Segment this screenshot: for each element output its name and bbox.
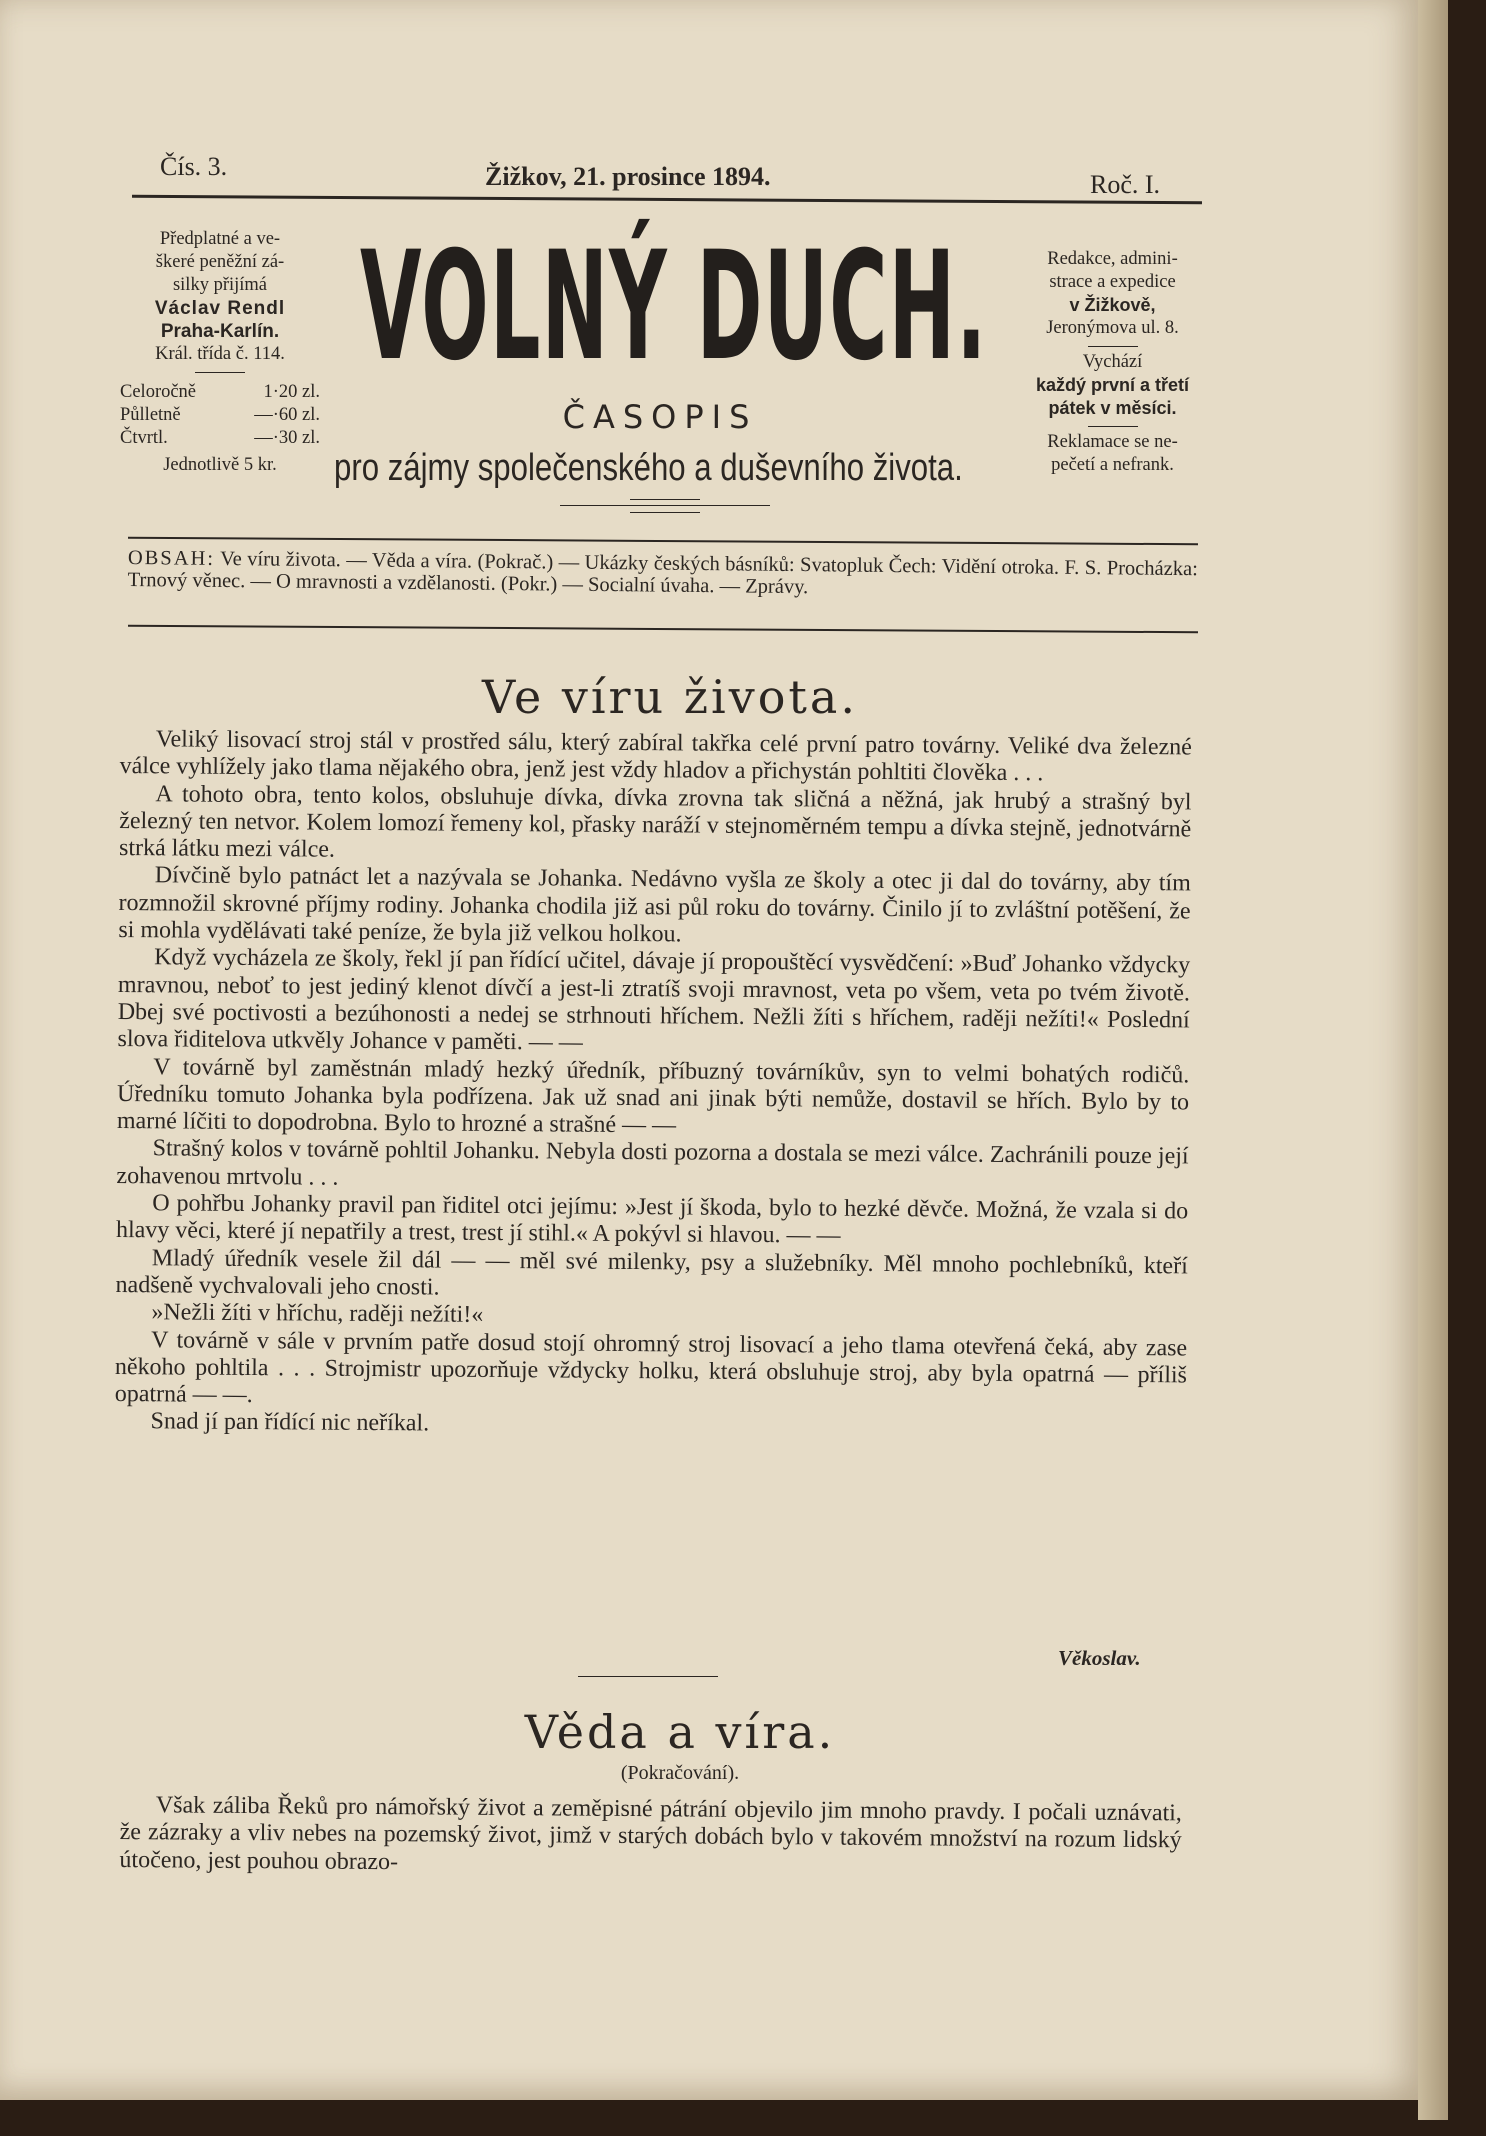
- contents-top-rule: [128, 537, 1198, 546]
- masthead-title: VOLNÝ DUCH.: [360, 220, 988, 394]
- price-value: —·60 zl.: [254, 405, 320, 425]
- office-box: [1020, 248, 1205, 477]
- paragraph: Mladý úředník vesele žil dál — — měl své milenky, psy a služebníky. Měl mnoho pochlebníků, kteří nadšeně vychvalovali jeho cnosti.: [115, 1244, 1188, 1301]
- header-rule: [132, 195, 1202, 205]
- article-title: Ve víru života.: [482, 670, 858, 724]
- price-row: [120, 404, 320, 427]
- article-subtitle: (Pokračování).: [620, 1762, 740, 1784]
- paragraph: A tohoto obra, tento kolos, obsluhuje dívka, dívka zrovna tak sličná a něžná, jak hrubý a strašný byl železný ten netvor. Kolem lomozí řemeny kol, přasky naráží v stejnoměrném tempu a dívka stejně, jednotvárně strká látku mezi válce.: [118, 780, 1192, 863]
- complaint-line-2: pečetí a nefrank.: [1051, 455, 1174, 475]
- paragraph: Veliký lisovací stroj stál v prostřed sálu, který zabíral takřka celé první patro továrny. Veliké dva železné válce vyhlížely jako tlama nějakého obra, jenž jest vždy hladov a přichystán pohltiti člověka . . .: [119, 726, 1192, 787]
- issue-number: Čís. 3.: [160, 152, 228, 181]
- author-signature: Věkoslav.: [1058, 1646, 1141, 1670]
- divider: [195, 372, 245, 373]
- subscription-line-3: silky přijímá: [172, 275, 268, 295]
- article-title: Věda a víra.: [524, 1705, 836, 1759]
- masthead-kind: ČASOPIS: [562, 398, 758, 436]
- single-price: Jednotlivě 5 kr.: [163, 455, 277, 475]
- masthead-subtitle: pro zájmy společenského a duševního života.: [334, 447, 963, 489]
- subscription-line-2: škeré peněžní zá-: [155, 252, 285, 272]
- subscription-box: [120, 228, 320, 477]
- office-line-1: Redakce, admini-: [1047, 249, 1178, 269]
- contents-text: Ve víru života. — Věda a víra. (Pokrač.) — Ukázky českých básníků: Svatopluk Čech: Vidění otroka. F. S. Procházka: Trnový věnec. — O mravnosti a vzdělanosti. (Pokr.) — Socialní úvaha. — Zprávy.: [127, 547, 1198, 599]
- appears-line-2: pátek v měsíci.: [1048, 398, 1177, 418]
- price-row: [120, 381, 320, 404]
- paragraph: Však záliba Řeků pro námořský život a zeměpisné pátrání objevilo jim mnoho pravdy. I počali uznávati, že zázraky a vliv nebes na pozemský život, jimž v starých dobách bylo v takovém množství na rozum lidský útočeno, jest pouhou obrazo-: [119, 1792, 1182, 1875]
- subscription-line-1: Předplatné a ve-: [159, 229, 281, 249]
- divider: [1088, 426, 1138, 427]
- complaint-line-1: Reklamace se ne-: [1047, 432, 1178, 452]
- paragraph: V továrně byl zaměstnán mladý hezký úředník, příbuzný továrníkův, syn to velmi bohatých rodičů. Úředníku tomuto Johanka byla podřízena. Jak už snad ani jinak býti nemůže, dostavil se hřích. Bylo by to marné líčiti to dopodrobna. Bylo to hrozné a strašné — —: [116, 1053, 1190, 1139]
- publisher-name: Václav Rendl: [154, 298, 286, 319]
- article-body: [114, 726, 1192, 1444]
- paragraph: »Nežli žíti v hříchu, raději nežíti!«: [151, 1299, 484, 1329]
- section-divider: [578, 1676, 718, 1677]
- price-label: Čtvrtl.: [120, 428, 168, 448]
- price-label: Celoročně: [120, 382, 197, 402]
- paragraph: V továrně v sále v prvním patře dosud stojí ohromný stroj lisovací a jeho tlama otevřená čeká, aby zase někoho pohltila . . . Strojmistr upozorňuje vždycky holku, která obsluhuje stroj, aby byla opatrná — příliš opatrná — —.: [114, 1326, 1188, 1409]
- contents-block: [128, 547, 1198, 602]
- place-date: Žižkov, 21. prosince 1894.: [485, 162, 771, 191]
- contents-label: OBSAH:: [127, 547, 216, 570]
- paragraph: Dívčině bylo patnáct let a nazývala se Johanka. Nedávno vyšla ze školy a otec ji dal do továrny, aby tím rozmnožil skrovné příjmy rodiny. Johanka chodila již asi půl roku do továrny. Činilo jí to zvláštní potěšení, že si mohla vydělávati také peníze, že byla již velkou holkou.: [118, 862, 1191, 948]
- article-body: [119, 1792, 1182, 1882]
- price-value: —·30 zl.: [254, 428, 320, 448]
- price-row: [120, 427, 320, 450]
- paragraph: Když vycházela ze školy, řekl jí pan řídící učitel, dávaje jí propouštěcí vysvědčení: »Buď Johanko vždycky mravnou, neboť to jest jediný klenot dívčí a jest-li ztratíš svoji mravnost, veta po všem, veta po tvém životě. Dbej své poctivosti a bezúhonosti a nedej se strhnouti hříchem. Nežli žíti s hříchem, raději nežíti!« Poslední slova řiditelova utkvěly Johance v paměti. — —: [117, 944, 1191, 1056]
- price-value: 1·20 zl.: [263, 382, 320, 402]
- page-edge: [1418, 0, 1448, 2120]
- appears-label: Vychází: [1082, 352, 1143, 372]
- appears-line-1: každý první a třetí: [1035, 375, 1190, 395]
- office-street: Jeronýmova ul. 8.: [1046, 318, 1179, 338]
- publisher-city: Praha-Karlín.: [160, 321, 280, 342]
- volume-number: Roč. I.: [1090, 170, 1161, 199]
- office-line-2: strace a expedice: [1049, 272, 1176, 292]
- paragraph: Snad jí pan řídící nic neříkal.: [150, 1408, 430, 1437]
- office-place: v Žižkově,: [1069, 295, 1156, 315]
- paragraph: O pohřbu Johanky pravil pan řiditel otci jejímu: »Jest jí škoda, bylo to hezké děvče. Možná, že vzala si do hlavy věci, které jí nepatřily a trest, trest jí stihl.« A pokývl si hlavou. — —: [115, 1190, 1189, 1250]
- publisher-street: Král. třída č. 114.: [155, 344, 285, 364]
- paragraph: Strašný kolos v továrně pohltil Johanku. Nebyla dosti pozorna a dostala se mezi válce. Zachránili pouze její zohavenou mrtvolu . . .: [116, 1135, 1189, 1191]
- price-label: Půlletně: [120, 405, 181, 425]
- contents-bottom-rule: [128, 625, 1198, 634]
- ornament-icon: [630, 499, 700, 513]
- divider: [1088, 346, 1138, 347]
